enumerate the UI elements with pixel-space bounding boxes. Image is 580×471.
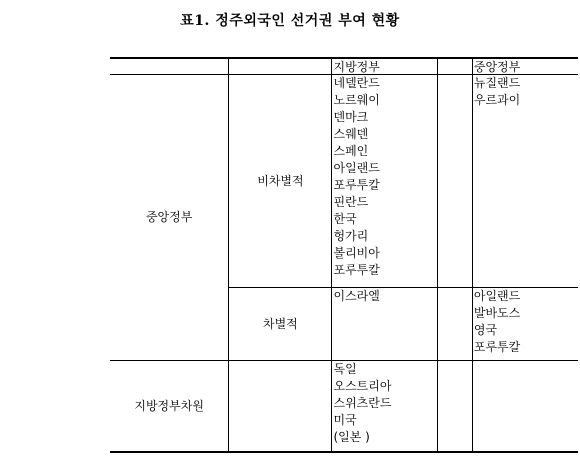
central-countries-nondiscriminatory [472,75,578,288]
sub-label-discriminatory: 차별적 [229,288,332,361]
country-name: 오스트리아 [333,379,392,393]
row-label-central: 중앙정부 [110,75,229,361]
country-name: 아일랜드 [473,289,521,303]
country-name: 포루투칼 [333,263,380,277]
country-name: 스페인 [333,144,369,158]
table-row-nondiscriminatory [110,75,578,288]
spacer-cell [438,288,473,361]
header-local-gov: 지방정부 [332,58,438,75]
country-name: 스웨덴 [333,127,369,141]
header-central-gov: 중앙정부 [472,58,578,75]
country-name: 뉴질랜드 [473,76,521,90]
country-name: 이스라엘 [333,289,380,303]
row-label-local: 지방정부차원 [110,361,229,453]
country-name: 아일랜드 [333,161,380,175]
country-name: 한국 [333,212,357,226]
country-name: 노르웨이 [333,93,380,107]
country-name: 헝가리 [333,229,369,243]
header-empty-cell [438,58,473,75]
country-name: 덴마크 [333,110,369,124]
table-title: 표1. 정주외국인 선거권 부여 현황 [180,13,400,29]
country-name: 미국 [333,413,357,427]
country-name: 영국 [473,323,498,337]
country-name: 포루투칼 [473,340,521,354]
table-row-local [110,361,578,453]
local-countries-discriminatory [332,288,438,361]
empty-cell [472,361,578,453]
header-empty-cell [229,58,332,75]
country-name: 독일 [333,362,357,376]
country-name: 발바도스 [473,306,521,320]
sub-label-nondiscriminatory: 비차별적 [229,75,332,288]
country-name: 볼리비아 [333,246,380,260]
voting-rights-table [110,57,578,453]
country-name: 포루투칼 [333,178,380,192]
central-countries-discriminatory [472,288,578,361]
country-name: 핀란드 [333,195,369,209]
country-name: 우르과이 [473,93,521,107]
header-empty-cell [110,58,229,75]
empty-cell [229,361,332,453]
table-header-row [110,58,578,75]
country-name: 네델란드 [333,76,380,90]
local-countries-local [332,361,438,453]
country-name: 스위츠란드 [333,396,392,410]
local-countries-nondiscriminatory [332,75,438,288]
spacer-cell [438,361,473,453]
spacer-cell [438,75,473,288]
country-name: (일본 ) [333,430,370,444]
